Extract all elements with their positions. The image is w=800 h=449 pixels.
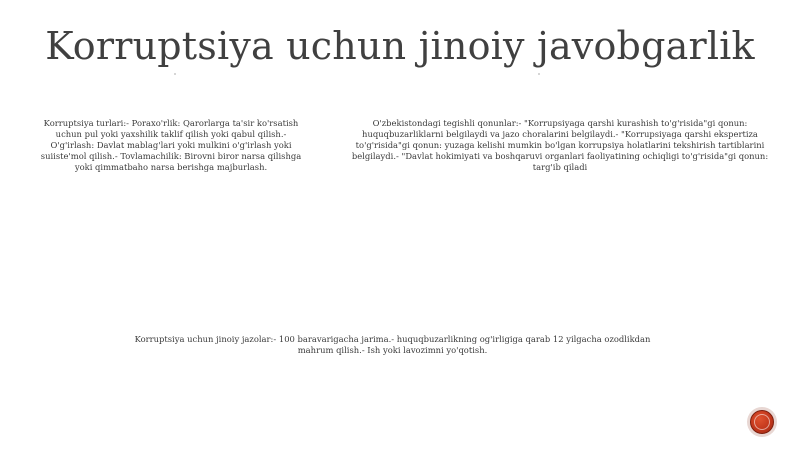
decorative-dot [538, 73, 540, 75]
next-slide-button[interactable] [747, 407, 777, 437]
criminal-penalties-text: Korruptsiya uchun jinoiy jazolar:- 100 baravarigacha jarima.- huquqbuzarlikning og'irligiga qarab 12 yilgacha ozodlikdan mahrum qilish.- Ish yoki lavozimni yo'qotish. [134, 334, 651, 355]
circle-button-icon [750, 410, 774, 434]
relevant-laws-text: O'zbekistondagi tegishli qonunlar:- "Korrupsiyaga qarshi kurashish to'g'risida"gi qonun: huquqbuzarliklarni belgilaydi va jazo choralarini belgilaydi.- "Korrupsiyaga qarshi ekspertiza to'g'risida"gi qonun: yuzaga kelishi mumkin bo'lgan korrupsiya holatlarini tekshirish tartiblarini belgilaydi.- "Davlat hokimiyati va boshqaruvi organlari faoliyatining ochiqligi to'g'risida"gi qonun: targ'ib qiladi [351, 118, 769, 172]
slide-title: Korruptsiya uchun jinoiy javobgarlik [45, 24, 755, 68]
decorative-dot [174, 73, 176, 75]
button-ring [754, 414, 770, 430]
corruption-types-text: Korruptsiya turlari:- Poraxo'rlik: Qarorlarga ta'sir ko'rsatish uchun pul yoki yaxshilik taklif qilish yoki qabul qilish.- O'g'irlash: Davlat mablag'lari yoki mulkini o'g'irlash yoki suiiste'mol qilish.- Tovlamachilik: Birovni biror narsa qilishga yoki qimmatbaho narsa berishga majburlash. [40, 118, 302, 172]
